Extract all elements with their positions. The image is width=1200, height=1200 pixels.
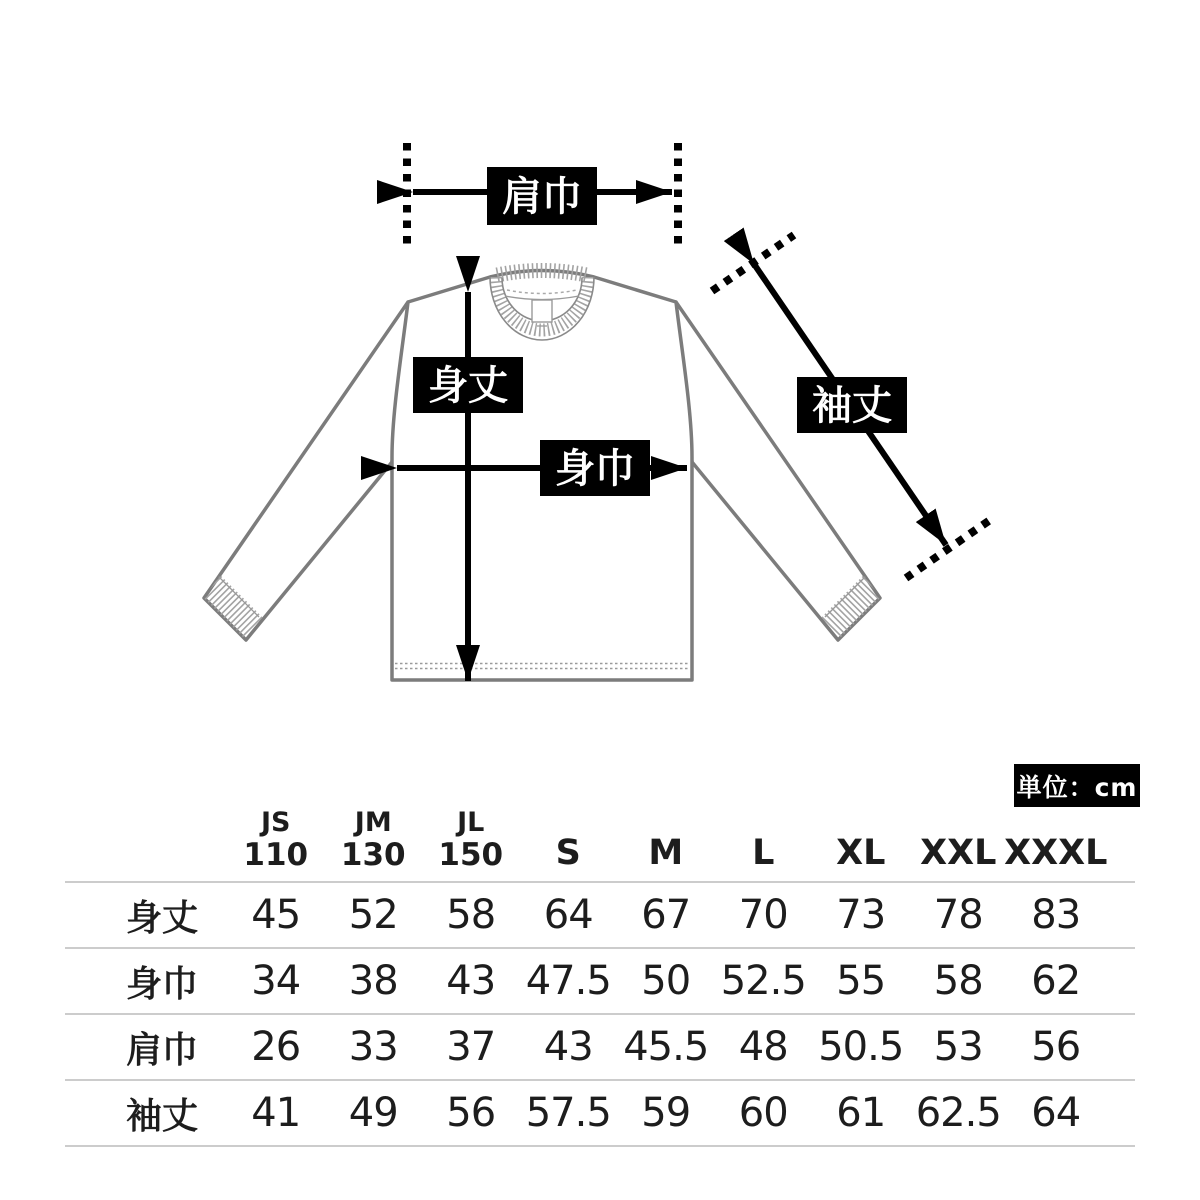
column-header: XL: [836, 832, 886, 873]
size-value-cell: 62: [1031, 958, 1081, 1004]
header-corner-cell: [65, 872, 227, 881]
size-value-cell: 64: [543, 892, 593, 938]
size-value-cell: 50: [641, 958, 691, 1004]
size-value-cell: 62.5: [915, 1090, 1001, 1136]
right-sleeve: [676, 302, 880, 640]
size-value-cell: 83: [1031, 892, 1081, 938]
row-label: 肩巾: [125, 1029, 198, 1071]
size-value-cell: 64: [1031, 1090, 1081, 1136]
row-label: 身丈: [125, 897, 198, 939]
size-value-cell: 60: [738, 1090, 788, 1136]
size-table-body: [65, 883, 1135, 1147]
column-header: XXXL: [1004, 832, 1108, 873]
body-width-label: 身巾: [555, 446, 635, 492]
size-value-cell: 73: [836, 892, 886, 938]
size-value-cell: 78: [933, 892, 983, 938]
guide-dotted-sleeve-bottom: [906, 520, 990, 578]
size-value-cell: 61: [836, 1090, 886, 1136]
shoulder-width-annotation: [407, 143, 678, 247]
column-header: XXL: [920, 832, 997, 873]
size-value-cell: 38: [348, 958, 398, 1004]
sleeve-length-label: 袖丈: [812, 383, 892, 429]
column-header: S: [555, 832, 581, 873]
column-header: M: [648, 832, 684, 873]
table-row: [65, 949, 1135, 1015]
table-row: [65, 1081, 1135, 1147]
size-value-cell: 55: [836, 958, 886, 1004]
size-value-cell: 56: [446, 1090, 496, 1136]
table-row: [65, 1015, 1135, 1081]
size-value-cell: 59: [641, 1090, 691, 1136]
size-value-cell: 67: [641, 892, 691, 938]
shoulder-width-label: 肩巾: [502, 174, 582, 220]
size-value-cell: 43: [446, 958, 496, 1004]
size-value-cell: 34: [251, 958, 301, 1004]
size-value-cell: 26: [251, 1024, 301, 1070]
size-value-cell: 45: [251, 892, 301, 938]
column-header: JM 130: [340, 807, 406, 873]
size-value-cell: 50.5: [818, 1024, 904, 1070]
size-value-cell: 52.5: [720, 958, 806, 1004]
size-value-cell: 48: [738, 1024, 788, 1070]
size-value-cell: 58: [446, 892, 496, 938]
row-label: 袖丈: [125, 1095, 198, 1137]
size-table: [65, 802, 1135, 1147]
size-value-cell: 53: [933, 1024, 983, 1070]
size-value-cell: 70: [738, 892, 788, 938]
size-value-cell: 47.5: [525, 958, 611, 1004]
size-value-cell: 57.5: [525, 1090, 611, 1136]
column-header: L: [752, 832, 775, 873]
size-value-cell: 58: [933, 958, 983, 1004]
size-value-cell: 49: [348, 1090, 398, 1136]
size-value-cell: 41: [251, 1090, 301, 1136]
left-sleeve: [204, 302, 408, 640]
size-value-cell: 43: [543, 1024, 593, 1070]
unit-badge: 単位：cm: [1014, 764, 1140, 807]
size-value-cell: 45.5: [623, 1024, 709, 1070]
size-value-cell: 33: [348, 1024, 398, 1070]
size-value-cell: 56: [1031, 1024, 1081, 1070]
guide-dotted-sleeve-top: [712, 235, 794, 291]
column-header: JS 110: [243, 807, 309, 873]
size-table-header-row: [65, 802, 1135, 883]
column-header: JL 150: [438, 807, 504, 873]
size-value-cell: 52: [348, 892, 398, 938]
neck-label-tag: [532, 300, 552, 322]
body-length-label: 身丈: [428, 363, 508, 409]
table-row: [65, 883, 1135, 949]
row-label: 身巾: [125, 963, 198, 1005]
size-value-cell: 37: [446, 1024, 496, 1070]
